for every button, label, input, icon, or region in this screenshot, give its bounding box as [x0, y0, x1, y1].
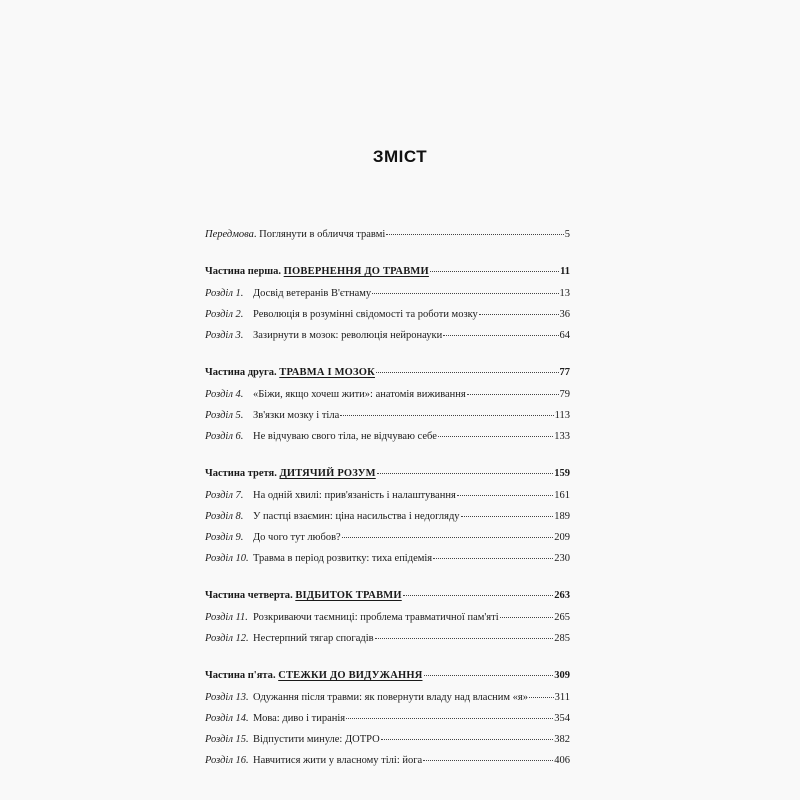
- part-label: Частина перша: [205, 266, 279, 277]
- chapter-page: 79: [559, 389, 570, 400]
- dot-leader: [430, 271, 559, 272]
- chapter-page: 64: [559, 330, 570, 341]
- toc-chapter-row: [205, 287, 570, 300]
- toc-chapter-row: [205, 754, 570, 767]
- toc-chapter-row: [205, 308, 570, 321]
- chapter-page: 133: [554, 431, 570, 442]
- chapter-label: Розділ 15.: [205, 734, 249, 745]
- chapter-title: Відпустити минуле: ДОТРО: [253, 734, 380, 745]
- chapter-title: Розкриваючи таємниці: проблема травматичної пам'яті: [253, 612, 499, 623]
- toc-chapter-row: [205, 632, 570, 645]
- toc-preface: [205, 228, 570, 241]
- dot-leader: [443, 335, 558, 336]
- chapter-label: Розділ 10.: [205, 553, 249, 564]
- dot-leader: [346, 718, 553, 719]
- chapter-title: Травма в період розвитку: тиха епідемія: [253, 553, 433, 564]
- chapter-title: На одній хвилі: прив'язаність і налаштування: [253, 490, 456, 501]
- chapter-page: 161: [554, 490, 570, 501]
- part-page: 263: [554, 590, 570, 601]
- chapter-page: 209: [554, 532, 570, 543]
- chapter-label: Розділ 14.: [205, 713, 249, 724]
- toc-chapter-row: [205, 510, 570, 523]
- dot-leader: [479, 314, 559, 315]
- preface-title: . Поглянути в обличчя травмі: [253, 229, 386, 240]
- toc-part-row: [205, 265, 570, 278]
- part-label: Частина четверта: [205, 590, 291, 601]
- dot-leader: [424, 675, 554, 676]
- chapter-label: Розділ 4.: [205, 389, 244, 400]
- dot-leader: [457, 495, 553, 496]
- dot-leader: [340, 415, 553, 416]
- toc-chapter-row: [205, 733, 570, 746]
- toc-chapter-row: [205, 489, 570, 502]
- chapter-page: 382: [554, 734, 570, 745]
- preface-page: 5: [564, 229, 570, 240]
- chapter-title: Зв'язки мозку і тіла: [253, 410, 340, 421]
- chapter-label: Розділ 13.: [205, 692, 249, 703]
- table-of-contents: [205, 228, 570, 767]
- toc-chapter-row: [205, 531, 570, 544]
- toc-chapter-row: [205, 712, 570, 725]
- chapter-page: 189: [554, 511, 570, 522]
- chapter-label: Розділ 5.: [205, 410, 244, 421]
- chapter-title: Досвід ветеранів В'єтнаму: [253, 288, 372, 299]
- dot-leader: [461, 516, 554, 517]
- toc-part-group: [205, 467, 570, 565]
- chapter-title: До чого тут любов?: [253, 532, 341, 543]
- chapter-title: Революція в розумінні свідомості та роботи мозку: [253, 309, 478, 320]
- toc-part-group: [205, 589, 570, 645]
- chapter-page: 354: [554, 713, 570, 724]
- toc-chapter-row: [205, 611, 570, 624]
- toc-part-row: [205, 366, 570, 379]
- toc-chapter-row: [205, 691, 570, 704]
- part-page: 77: [559, 367, 570, 378]
- part-separator: .: [272, 670, 279, 681]
- dot-leader: [375, 638, 554, 639]
- chapter-title: Зазирнути в мозок: революція нейронауки: [253, 330, 443, 341]
- chapter-page: 285: [554, 633, 570, 644]
- part-separator: .: [274, 367, 280, 378]
- toc-part-group: [205, 669, 570, 767]
- chapter-page: 113: [554, 410, 570, 421]
- toc-part-group: [205, 366, 570, 443]
- toc-part-row: [205, 669, 570, 682]
- chapter-title: Одужання після травми: як повернути владу над власним «я»: [253, 692, 528, 703]
- chapter-page: 36: [559, 309, 570, 320]
- toc-chapter-row: [205, 388, 570, 401]
- chapter-title: Навчитися жити у власному тілі: йога: [253, 755, 423, 766]
- dot-leader: [372, 293, 558, 294]
- chapter-page: 311: [554, 692, 570, 703]
- part-label: Частина третя: [205, 468, 275, 479]
- chapter-label: Розділ 8.: [205, 511, 244, 522]
- page-title: ЗМІСТ: [372, 147, 428, 166]
- part-title: ДИТЯЧИЙ РОЗУМ: [279, 468, 376, 479]
- part-title: ТРАВМА І МОЗОК: [279, 367, 375, 378]
- dot-leader: [386, 234, 563, 235]
- chapter-label: Розділ 1.: [205, 288, 244, 299]
- dot-leader: [433, 558, 553, 559]
- part-page: 159: [554, 468, 570, 479]
- part-separator: .: [278, 266, 284, 277]
- chapter-label: Розділ 12.: [205, 633, 249, 644]
- chapter-label: Розділ 9.: [205, 532, 244, 543]
- chapter-label: Розділ 6.: [205, 431, 244, 442]
- dot-leader: [467, 394, 559, 395]
- chapter-page: 265: [554, 612, 570, 623]
- chapter-title: Мова: диво і тиранія: [253, 713, 346, 724]
- dot-leader: [529, 697, 554, 698]
- chapter-page: 406: [554, 755, 570, 766]
- dot-leader: [423, 760, 553, 761]
- toc-chapter-row: [205, 409, 570, 422]
- part-title: ПОВЕРНЕННЯ ДО ТРАВМИ: [283, 266, 429, 277]
- toc-parts: [205, 265, 570, 767]
- dot-leader: [500, 617, 554, 618]
- dot-leader: [342, 537, 554, 538]
- part-page: 11: [560, 266, 570, 277]
- dot-leader: [377, 473, 554, 474]
- dot-leader: [438, 436, 553, 437]
- part-separator: .: [290, 590, 296, 601]
- chapter-label: Розділ 3.: [205, 330, 244, 341]
- chapter-page: 13: [559, 288, 570, 299]
- chapter-label: Розділ 7.: [205, 490, 244, 501]
- chapter-label: Розділ 2.: [205, 309, 244, 320]
- part-label: Частина друга: [205, 367, 275, 378]
- dot-leader: [376, 372, 559, 373]
- part-separator: .: [274, 468, 280, 479]
- toc-part-group: [205, 265, 570, 342]
- chapter-title: Нестерпний тягар спогадів: [253, 633, 374, 644]
- toc-part-row: [205, 589, 570, 602]
- part-title: ВІДБИТОК ТРАВМИ: [295, 590, 402, 601]
- chapter-title: «Біжи, якщо хочеш жити»: анатомія виживання: [253, 389, 466, 400]
- dot-leader: [381, 739, 554, 740]
- toc-chapter-row: [205, 552, 570, 565]
- chapter-label: Розділ 11.: [205, 612, 248, 623]
- part-page: 309: [554, 670, 570, 681]
- chapter-title: Не відчуваю свого тіла, не відчуваю себе: [253, 431, 437, 442]
- chapter-label: Розділ 16.: [205, 755, 249, 766]
- toc-chapter-row: [205, 430, 570, 443]
- preface-label: Передмова: [205, 229, 254, 240]
- toc-chapter-row: [205, 329, 570, 342]
- chapter-page: 230: [554, 553, 570, 564]
- part-title: СТЕЖКИ ДО ВИДУЖАННЯ: [278, 670, 423, 681]
- part-label: Частина п'ята: [205, 670, 273, 681]
- toc-part-row: [205, 467, 570, 480]
- chapter-title: У пастці взаємин: ціна насильства і недогляду: [253, 511, 460, 522]
- dot-leader: [403, 595, 554, 596]
